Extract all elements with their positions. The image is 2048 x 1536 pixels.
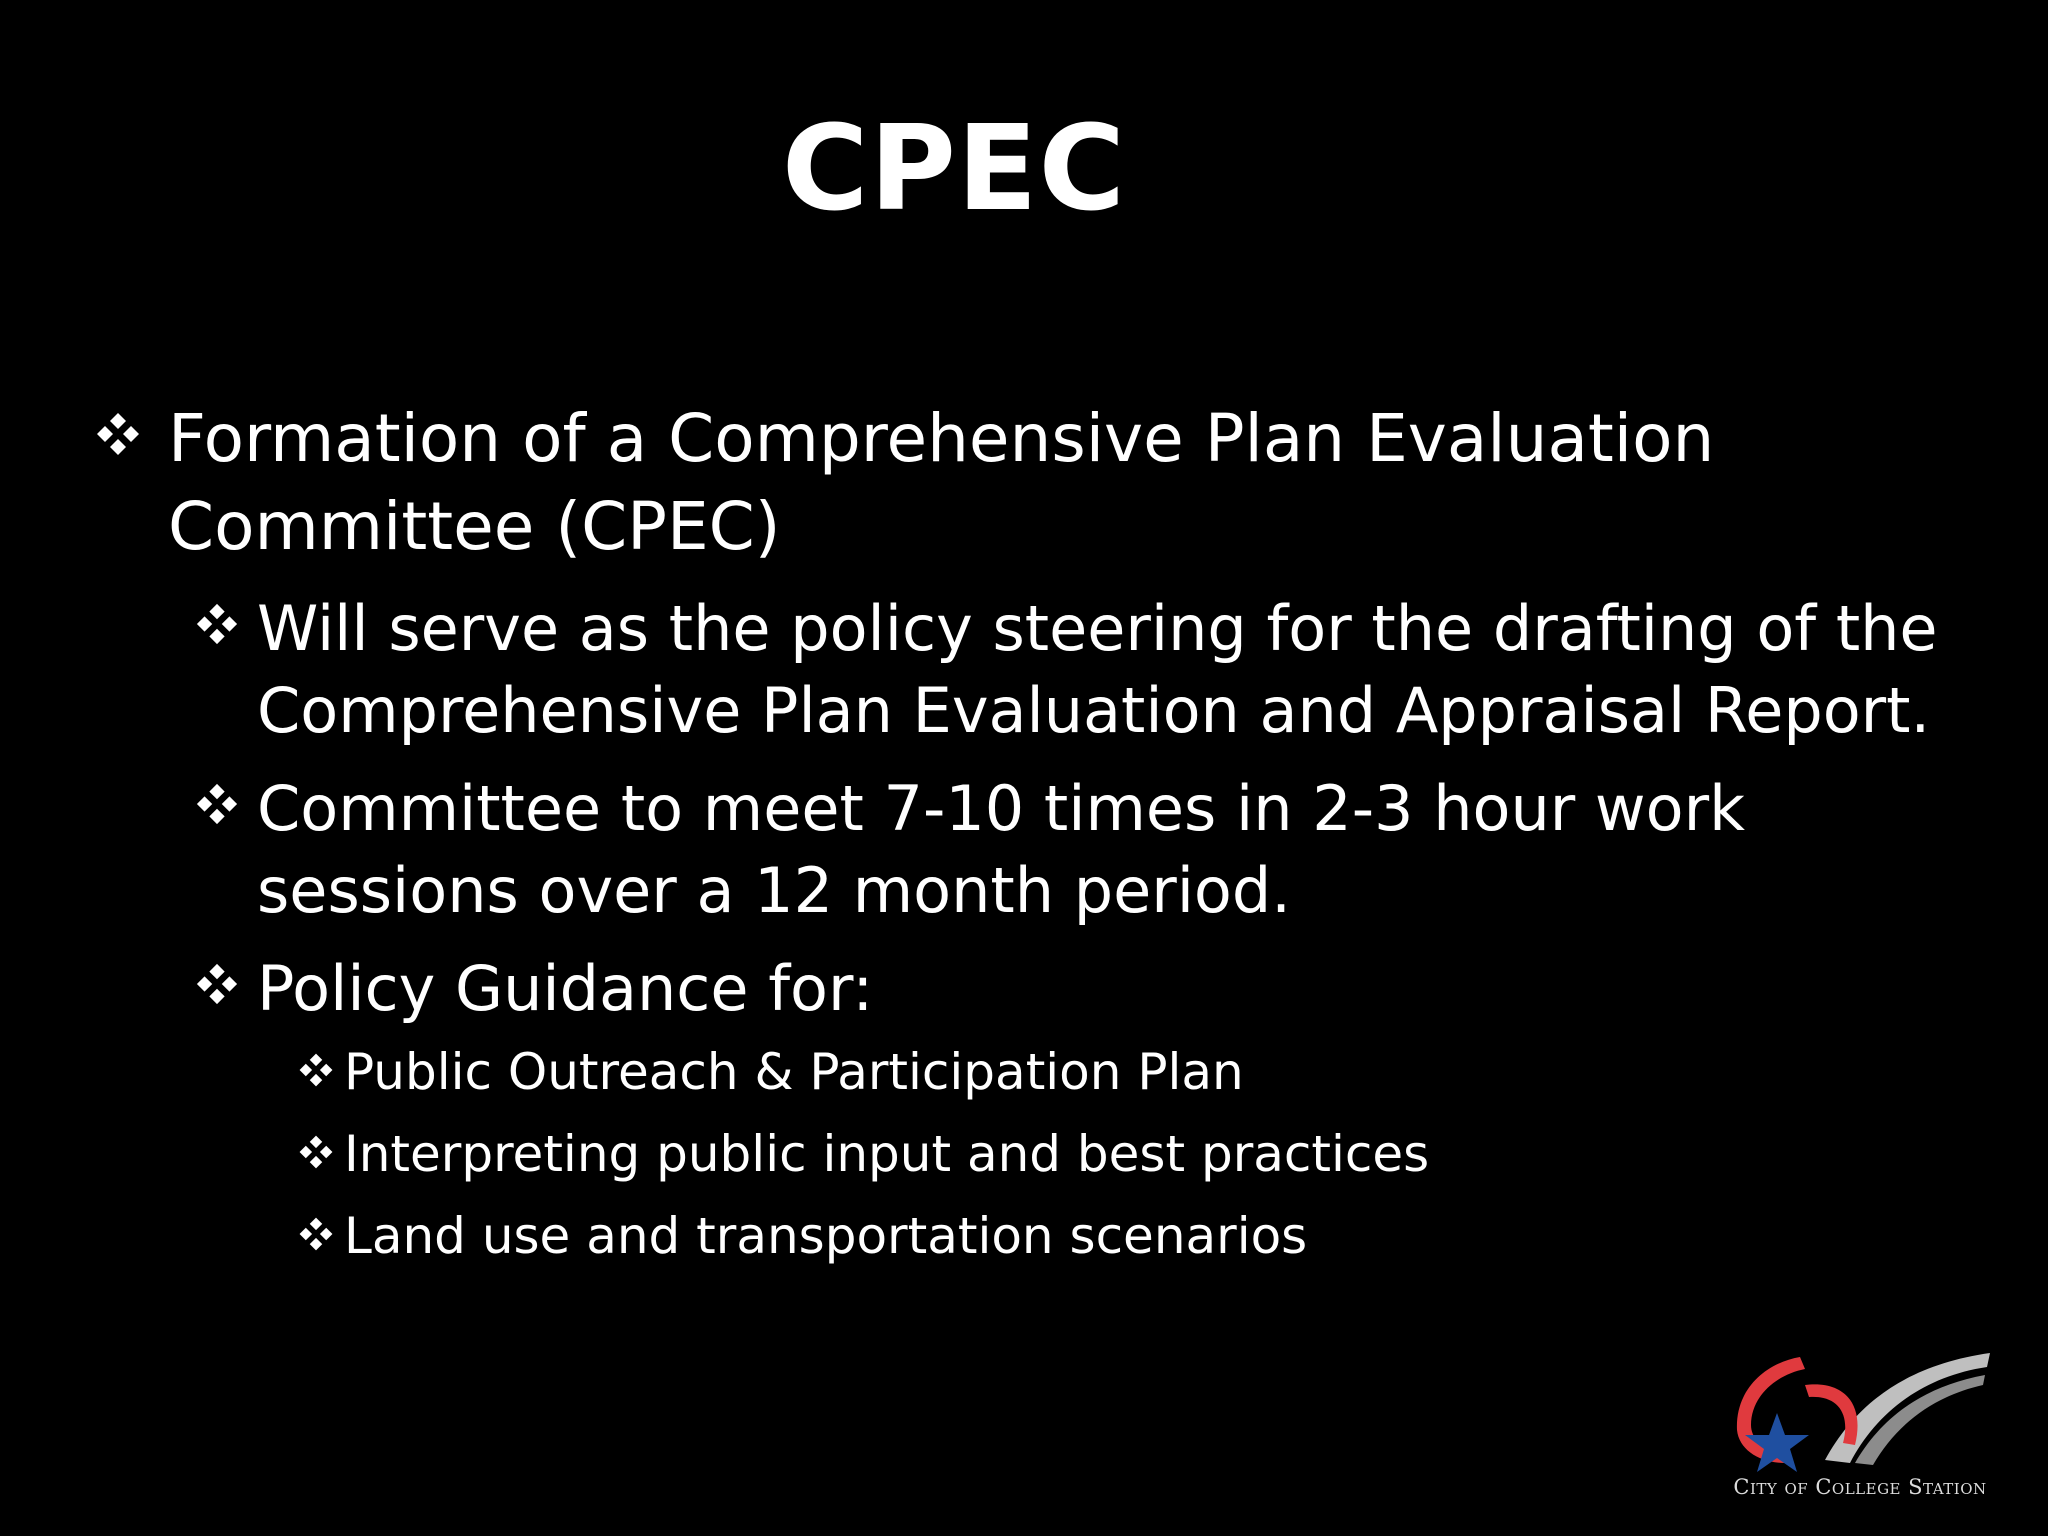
bullet-interpreting-input (298, 1122, 1429, 1186)
slide-title: CPEC (781, 99, 1127, 237)
bullet-public-outreach (298, 1040, 1244, 1104)
city-logo (1705, 1345, 2015, 1515)
bullet-land-use (298, 1204, 1307, 1268)
bullet-line: sessions over a 12 month period. (257, 854, 1291, 927)
four-diamond-bullet-icon (95, 411, 168, 457)
bullet-line: Committee (CPEC) (168, 488, 781, 565)
four-diamond-bullet-icon (195, 602, 257, 646)
bullet-line: Formation of a Comprehensive Plan Evaluation (168, 400, 1715, 477)
four-diamond-bullet-icon (298, 1134, 344, 1170)
city-logo-text: City of College Station (1733, 1475, 1987, 1499)
four-diamond-bullet-icon (298, 1216, 344, 1252)
four-diamond-bullet-icon (195, 962, 257, 1006)
bullet-line: Land use and transportation scenarios (344, 1207, 1308, 1265)
bullet-line: Policy Guidance for: (257, 952, 874, 1025)
four-diamond-bullet-icon (195, 782, 257, 826)
bullet-formation (95, 395, 1714, 571)
four-diamond-bullet-icon (298, 1052, 344, 1088)
bullet-meeting-schedule (195, 768, 1745, 932)
bullet-line: Committee to meet 7-10 times in 2-3 hour work (257, 772, 1745, 845)
bullet-line: Comprehensive Plan Evaluation and Appraisal Report. (257, 674, 1931, 747)
bullet-line: Public Outreach & Participation Plan (344, 1043, 1244, 1101)
bullet-policy-guidance (195, 948, 873, 1030)
bullet-line: Interpreting public input and best practices (344, 1125, 1430, 1183)
bullet-line: Will serve as the policy steering for the drafting of the (257, 592, 1938, 665)
city-logo-mark-icon (1705, 1345, 2015, 1475)
bullet-policy-steering (195, 588, 1938, 752)
